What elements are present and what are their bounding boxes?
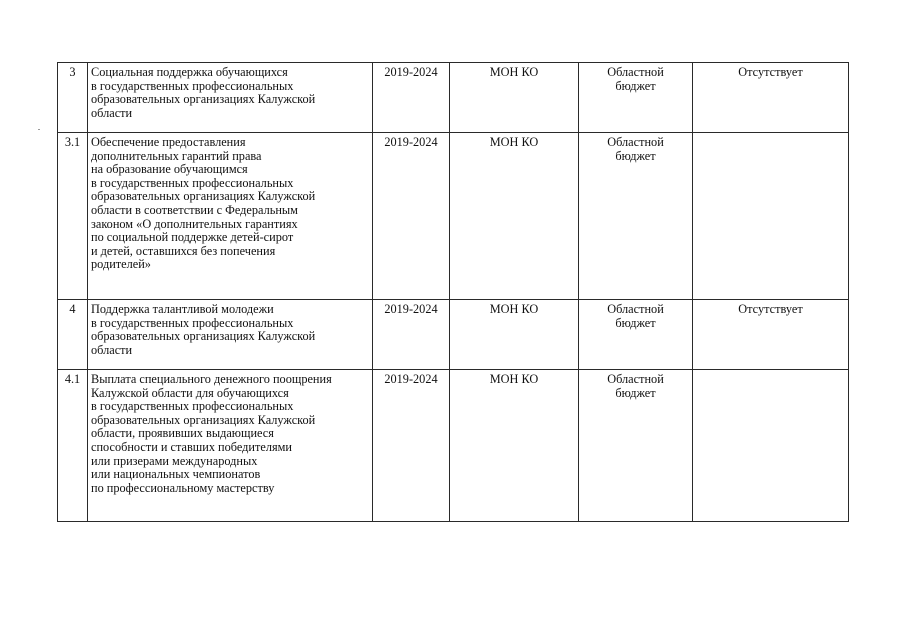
table-row	[58, 300, 849, 370]
implementation-period: 2019-2024	[373, 300, 450, 370]
measure-name: Поддержка талантливой молодежи в государственных профессиональных образовательных организациях Калужской области	[88, 300, 373, 370]
funding-source: Областной бюджет	[579, 63, 693, 133]
measures-table	[57, 62, 849, 522]
measure-name: Обеспечение предоставления дополнительных гарантий права на образование обучающимся в государственных профессиональных образовательных организациях Калужской области в соответствии с Федеральным законом «О дополнительных гарантиях по социальной поддержке детей-сирот и детей, оставшихся без попечения родителей»	[88, 133, 373, 300]
indicator-cell: Отсутствует	[693, 63, 849, 133]
row-number: 4	[58, 300, 88, 370]
funding-source: Областной бюджет	[579, 370, 693, 522]
measure-name: Социальная поддержка обучающихся в государственных профессиональных образовательных организациях Калужской области	[88, 63, 373, 133]
funding-source: Областной бюджет	[579, 133, 693, 300]
indicator-cell: Отсутствует	[693, 300, 849, 370]
row-number: 4.1	[58, 370, 88, 522]
measure-name: Выплата специального денежного поощрения Калужской области для обучающихся в государственных профессиональных образовательных организациях Калужской области, проявивших выдающиеся способности и ставших победителями или призерами международных или национальных чемпионатов по профессиональному мастерству	[88, 370, 373, 522]
scan-speck	[38, 129, 40, 130]
table-row	[58, 63, 849, 133]
responsible-executor: МОН КО	[450, 63, 579, 133]
implementation-period: 2019-2024	[373, 370, 450, 522]
responsible-executor: МОН КО	[450, 133, 579, 300]
responsible-executor: МОН КО	[450, 370, 579, 522]
responsible-executor: МОН КО	[450, 300, 579, 370]
implementation-period: 2019-2024	[373, 63, 450, 133]
indicator-cell	[693, 133, 849, 300]
indicator-cell	[693, 370, 849, 522]
table-row	[58, 133, 849, 300]
table-row	[58, 370, 849, 522]
row-number: 3.1	[58, 133, 88, 300]
implementation-period: 2019-2024	[373, 133, 450, 300]
row-number: 3	[58, 63, 88, 133]
funding-source: Областной бюджет	[579, 300, 693, 370]
